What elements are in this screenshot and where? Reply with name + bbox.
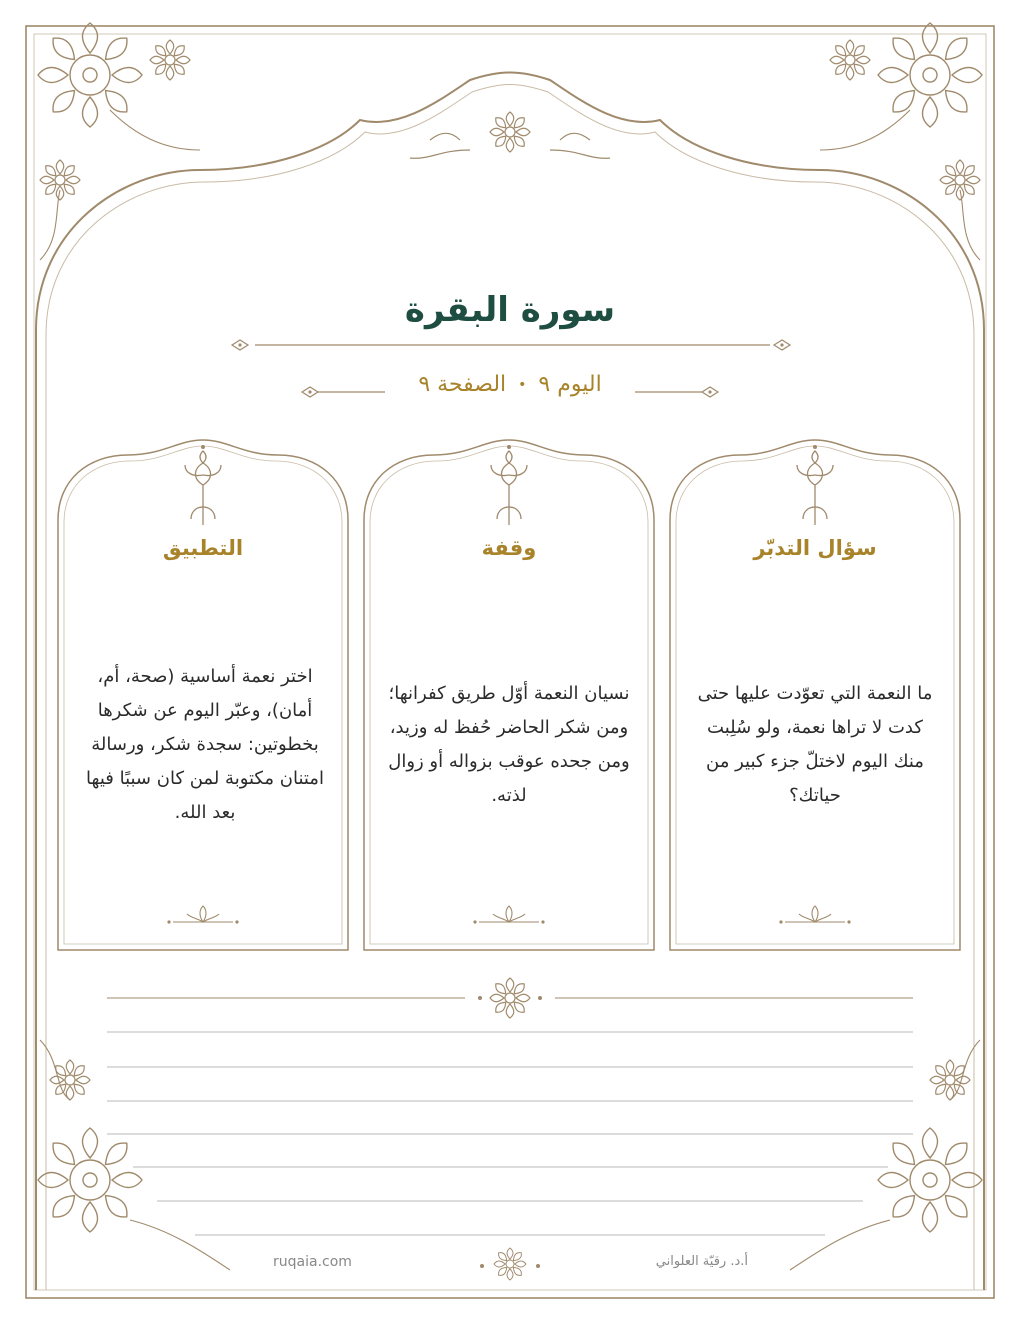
card-body-pause: نسيان النعمة أوّل طريق كفرانها؛ ومن شكر الحاضر حُفظ له وزيد، ومن جحده عوقب بزواله أو زوال لذته. — [388, 683, 630, 806]
author-name: أ.د. رقيّة العلواني — [655, 1254, 748, 1269]
card-title-reflection-question: سؤال التدبّر — [753, 536, 877, 560]
website-link[interactable]: ruqaia.com — [273, 1254, 352, 1270]
page-title: سورة البقرة — [404, 290, 616, 330]
card-body-reflection-question: ما النعمة التي تعوّدت عليها حتى كدت لا تراها نعمة، ولو سُلِبت منك اليوم لاختلّ جزء كبير من حياتك؟ — [697, 683, 933, 806]
card-title-application: التطبيق — [162, 536, 244, 560]
day-page-label — [390, 372, 630, 397]
page-label: الصفحة ٩ — [418, 372, 507, 397]
card-body-application: اختر نعمة أساسية (صحة، أم، أمان)، وعبّر اليوم عن شكرها بخطوتين: سجدة شكر، ورسالة امتنان مكتوبة لمن كان سببًا فيها بعد الله. — [86, 666, 324, 823]
card-title-pause: وقفة — [481, 536, 537, 560]
separator-dot: • — [518, 377, 527, 393]
day-label: اليوم ٩ — [538, 372, 602, 397]
